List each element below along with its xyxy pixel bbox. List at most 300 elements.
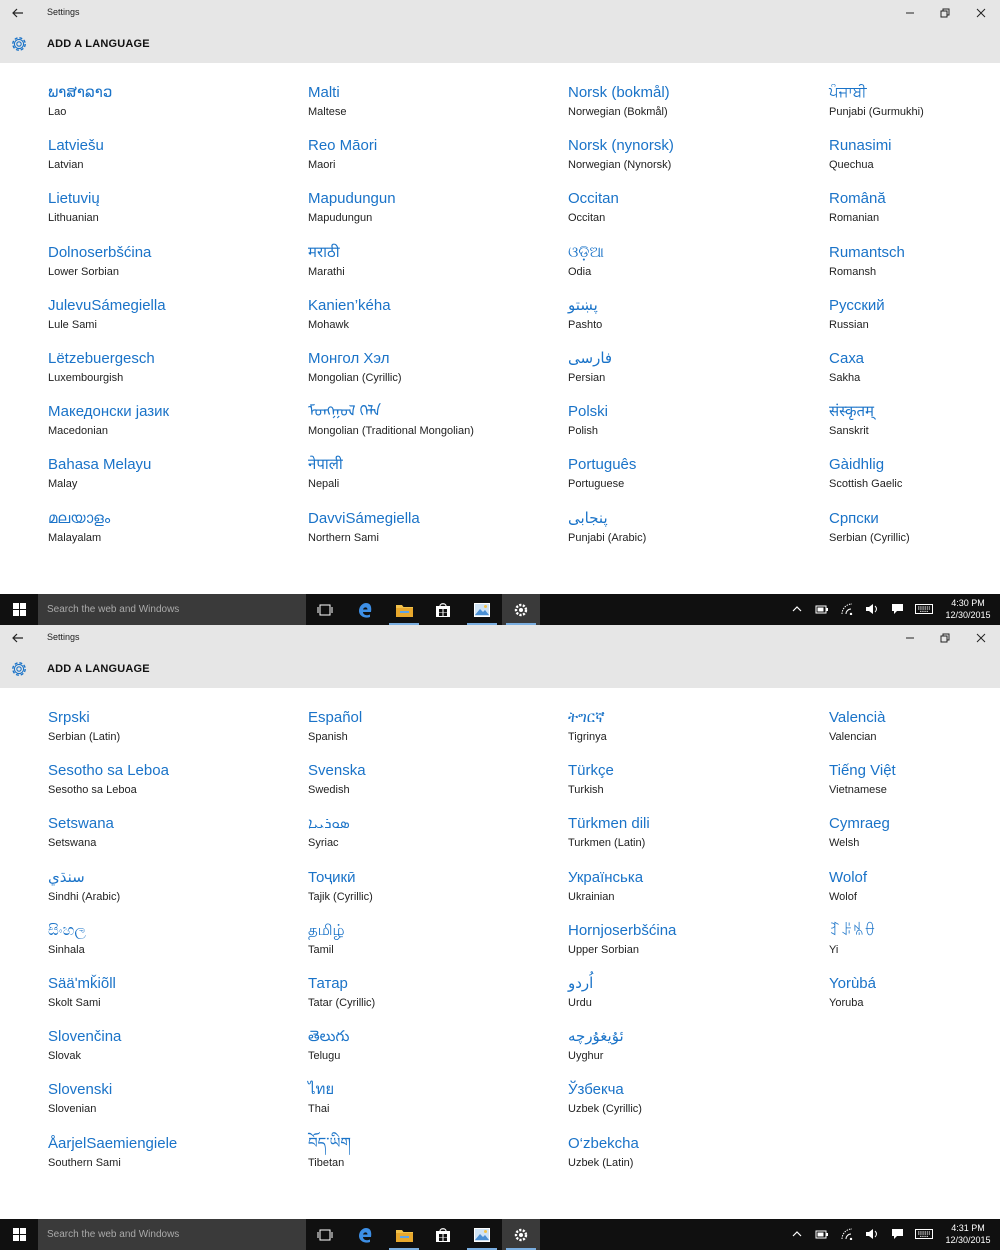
language-item[interactable]	[48, 868, 298, 918]
language-native-name: فارسى	[568, 350, 613, 367]
show-hidden-icons-button[interactable]	[788, 601, 806, 617]
language-item[interactable]	[829, 402, 1000, 452]
language-native-name: O‘zbekcha	[568, 1134, 639, 1152]
back-button[interactable]	[6, 627, 30, 649]
settings-icon	[514, 1228, 528, 1242]
language-native-name: Rumantsch	[829, 243, 905, 261]
taskbar-clock[interactable]	[938, 597, 998, 621]
language-grid	[0, 63, 1000, 593]
language-english-name: Tatar (Cyrillic)	[308, 997, 376, 1009]
language-item[interactable]	[568, 243, 818, 293]
page-header	[0, 652, 1000, 688]
power-button[interactable]	[813, 1226, 831, 1242]
start-button[interactable]	[0, 1219, 38, 1250]
language-english-name: Malayalam	[48, 531, 102, 544]
language-item[interactable]	[829, 189, 1000, 239]
language-english-name: Mongolian (Cyrillic)	[308, 372, 402, 384]
keyboard-icon	[915, 1229, 933, 1239]
wifi-icon	[840, 603, 854, 615]
language-item[interactable]	[829, 243, 1000, 293]
language-english-name: Skolt Sami	[48, 997, 101, 1009]
language-item[interactable]	[308, 708, 558, 758]
language-item[interactable]	[48, 1027, 298, 1077]
language-english-name: Lower Sorbian	[48, 265, 119, 278]
language-native-name: Slovenčina	[48, 1028, 122, 1046]
language-item[interactable]	[829, 868, 1000, 918]
language-english-name: Turkish	[568, 784, 604, 797]
language-item[interactable]	[308, 349, 558, 399]
language-english-name: Mongolian (Traditional Mongolian)	[308, 425, 474, 438]
language-english-name: Serbian (Latin)	[48, 731, 121, 743]
language-native-name: Српски	[829, 509, 879, 527]
store-button[interactable]	[424, 594, 462, 625]
language-english-name: Syriac	[308, 837, 339, 850]
language-native-name: Norsk (bokmål)	[568, 84, 670, 101]
language-native-name: Русский	[829, 296, 885, 314]
language-native-name: سنڌي	[48, 868, 85, 886]
windows-logo-icon	[13, 1228, 26, 1241]
language-native-name: Yorùbá	[829, 975, 876, 992]
language-english-name: Sanskrit	[829, 425, 869, 438]
language-english-name: Marathi	[308, 265, 345, 278]
language-item[interactable]	[48, 708, 298, 758]
language-native-name: Latviešu	[48, 137, 104, 155]
language-english-name: Nepali	[308, 478, 340, 491]
language-item[interactable]	[48, 1134, 298, 1184]
language-item[interactable]	[48, 761, 298, 811]
language-item[interactable]	[308, 974, 558, 1024]
language-native-name: ꆈꌠꁱꂷ	[829, 921, 876, 939]
language-english-name: Thai	[308, 1103, 330, 1116]
clock-date: 12/30/2015	[945, 610, 991, 620]
language-english-name: Tamil	[308, 943, 334, 956]
language-item[interactable]	[829, 296, 1000, 346]
language-item[interactable]	[568, 1027, 818, 1077]
close-button[interactable]	[965, 627, 997, 649]
language-item[interactable]	[48, 83, 298, 133]
search-box[interactable]	[38, 594, 306, 625]
language-english-name: Lithuanian	[48, 212, 99, 225]
language-english-name: Lao	[48, 106, 67, 118]
language-english-name: Uzbek (Latin)	[568, 1156, 634, 1169]
language-english-name: Sesotho sa Leboa	[48, 784, 137, 797]
restore-button[interactable]	[929, 2, 961, 24]
language-english-name: Pashto	[568, 318, 603, 331]
language-english-name: Sindhi (Arabic)	[48, 890, 121, 903]
language-item[interactable]	[308, 189, 558, 239]
language-english-name: Welsh	[829, 837, 860, 850]
language-native-name: བོད་ཡིག	[308, 1134, 351, 1152]
language-item[interactable]	[829, 509, 1000, 559]
language-native-name: Runasimi	[829, 137, 892, 155]
language-english-name: Punjabi (Gurmukhi)	[829, 106, 924, 118]
language-native-name: Gàidhlig	[829, 456, 885, 474]
language-item[interactable]	[568, 1134, 818, 1184]
touch-keyboard-button[interactable]	[913, 601, 935, 617]
language-english-name: Serbian (Cyrillic)	[829, 531, 910, 544]
language-item[interactable]	[829, 708, 1000, 758]
language-english-name: Vietnamese	[829, 784, 887, 797]
language-native-name: Occitan	[568, 190, 619, 208]
language-item[interactable]	[568, 1080, 818, 1130]
language-item[interactable]	[568, 814, 818, 864]
language-english-name: Slovak	[48, 1050, 82, 1063]
language-native-name: ÅarjelSaemiengiele	[48, 1134, 178, 1152]
language-item[interactable]	[829, 761, 1000, 811]
action-center-button[interactable]	[888, 601, 906, 617]
language-english-name: Slovenian	[48, 1103, 97, 1116]
language-native-name: Bahasa Melayu	[48, 456, 152, 474]
language-native-name: Тоҷикӣ	[308, 868, 356, 886]
language-english-name: Tibetan	[308, 1156, 345, 1169]
language-item[interactable]	[48, 921, 298, 971]
task-view-button[interactable]	[306, 1219, 344, 1250]
language-native-name: Reo Māori	[308, 137, 378, 155]
language-english-name: Yoruba	[829, 997, 864, 1009]
language-english-name: Northern Sami	[308, 531, 379, 544]
language-item[interactable]	[829, 974, 1000, 1024]
search-placeholder: Search the web and Windows	[47, 604, 180, 615]
language-item[interactable]	[829, 83, 1000, 133]
language-item[interactable]	[829, 349, 1000, 399]
keyboard-icon	[915, 604, 933, 614]
language-english-name: Sakha	[829, 372, 861, 384]
language-native-name: Türkmen dili	[568, 815, 650, 833]
volume-button[interactable]	[863, 1226, 881, 1242]
language-native-name: Монгол Хэл	[308, 350, 390, 367]
store-button[interactable]	[424, 1219, 462, 1250]
language-english-name: Norwegian (Bokmål)	[568, 106, 668, 118]
clock-time: 4:31 PM	[951, 1223, 985, 1233]
language-native-name: Srpski	[48, 709, 90, 726]
language-item[interactable]	[48, 349, 298, 399]
taskbar-clock[interactable]	[938, 1222, 998, 1246]
language-native-name: Mapudungun	[308, 190, 396, 208]
language-english-name: Valencian	[829, 731, 877, 743]
language-item[interactable]	[308, 402, 558, 452]
photos-icon	[474, 603, 490, 617]
power-button[interactable]	[813, 601, 831, 617]
title-bar[interactable]	[0, 625, 1000, 652]
language-english-name: Yi	[829, 943, 839, 956]
language-item[interactable]	[568, 455, 818, 505]
language-native-name: Татар	[308, 975, 348, 992]
language-native-name: Dolnoserbšćina	[48, 243, 152, 261]
language-native-name: ܣܘܪܝܝܐ	[308, 815, 350, 833]
language-native-name: Sääʹmǩiõll	[48, 975, 116, 992]
page-title: ADD A LANGUAGE	[47, 663, 150, 675]
language-english-name: Occitan	[568, 212, 606, 225]
language-english-name: Scottish Gaelic	[829, 478, 903, 491]
minimize-button[interactable]	[894, 627, 926, 649]
language-english-name: Spanish	[308, 731, 348, 743]
language-native-name: Türkçe	[568, 762, 614, 780]
language-native-name: Саха	[829, 350, 865, 367]
photos-button[interactable]	[463, 1219, 501, 1250]
page-header	[0, 27, 1000, 63]
back-arrow-icon	[12, 8, 24, 18]
action-center-icon	[891, 1228, 904, 1240]
window-title: Settings	[47, 7, 80, 17]
language-english-name: Punjabi (Arabic)	[568, 531, 647, 544]
action-center-button[interactable]	[888, 1226, 906, 1242]
language-native-name: ᠮᠣᠩᠭᠣᠯ ᠬᠡᠯᠡ	[308, 403, 381, 421]
language-native-name: Українська	[568, 868, 644, 886]
language-english-name: Swedish	[308, 784, 350, 797]
settings-taskbar-button[interactable]	[502, 1219, 540, 1250]
language-english-name: Tigrinya	[568, 731, 607, 743]
language-native-name: සිංහල	[48, 921, 86, 939]
store-icon	[435, 1227, 451, 1243]
language-item[interactable]	[308, 296, 558, 346]
window-title: Settings	[47, 632, 80, 642]
language-english-name: Persian	[568, 372, 606, 384]
clock-date: 12/30/2015	[945, 1235, 991, 1245]
gear-icon	[9, 34, 29, 54]
language-native-name: Tiếng Việt	[829, 762, 896, 780]
language-native-name: Sesotho sa Leboa	[48, 762, 169, 780]
photos-icon	[474, 1228, 490, 1242]
language-item[interactable]	[48, 1080, 298, 1130]
language-native-name: ଓଡ଼ିଆ	[568, 243, 604, 261]
language-english-name: Romanian	[829, 212, 880, 225]
start-button[interactable]	[0, 594, 38, 625]
language-item[interactable]	[308, 921, 558, 971]
language-item[interactable]	[568, 296, 818, 346]
language-english-name: Maltese	[308, 106, 347, 118]
volume-button[interactable]	[863, 601, 881, 617]
edge-button[interactable]	[346, 594, 384, 625]
language-native-name: DavviSámegiella	[308, 509, 420, 527]
language-item[interactable]	[308, 1027, 558, 1077]
language-english-name: Odia	[568, 265, 592, 278]
minimize-icon	[905, 8, 915, 18]
language-item[interactable]	[48, 296, 298, 346]
language-english-name: Macedonian	[48, 425, 108, 438]
network-button[interactable]	[838, 1226, 856, 1242]
close-button[interactable]	[965, 2, 997, 24]
language-english-name: Sinhala	[48, 943, 85, 956]
language-native-name: मराठी	[308, 243, 340, 261]
language-item[interactable]	[568, 868, 818, 918]
restore-icon	[940, 8, 950, 18]
power-icon	[815, 1229, 829, 1239]
volume-icon	[865, 1228, 879, 1240]
language-item[interactable]	[568, 509, 818, 559]
language-english-name: Telugu	[308, 1050, 341, 1063]
language-item[interactable]	[308, 761, 558, 811]
action-center-icon	[891, 603, 904, 615]
language-english-name: Luxembourgish	[48, 372, 124, 384]
language-english-name: Portuguese	[568, 478, 625, 491]
language-item[interactable]	[829, 814, 1000, 864]
file-explorer-icon	[396, 1228, 413, 1242]
settings-taskbar-button[interactable]	[502, 594, 540, 625]
clock-time: 4:30 PM	[951, 598, 985, 608]
language-native-name: संस्कृतम्	[829, 403, 875, 421]
taskbar	[0, 1219, 1000, 1250]
language-native-name: Norsk (nynorsk)	[568, 137, 674, 155]
language-english-name: Wolof	[829, 890, 857, 903]
language-item[interactable]	[48, 974, 298, 1024]
language-item[interactable]	[568, 974, 818, 1024]
language-english-name: Mapudungun	[308, 212, 373, 225]
edge-button[interactable]	[346, 1219, 384, 1250]
language-item[interactable]	[48, 136, 298, 186]
language-native-name: Ўзбекча	[568, 1081, 624, 1099]
file-explorer-icon	[396, 603, 413, 617]
language-native-name: Polski	[568, 403, 609, 421]
language-english-name: Latvian	[48, 159, 84, 172]
language-english-name: Ukrainian	[568, 890, 615, 903]
language-native-name: தமிழ்	[308, 921, 345, 939]
language-native-name: తెలుగు	[308, 1028, 350, 1046]
language-native-name: Română	[829, 190, 886, 208]
edge-icon	[357, 1227, 373, 1243]
language-english-name: Russian	[829, 318, 869, 331]
gear-icon	[9, 659, 29, 679]
restore-button[interactable]	[929, 627, 961, 649]
language-item[interactable]	[568, 136, 818, 186]
file-explorer-button[interactable]	[385, 1219, 423, 1250]
file-explorer-button[interactable]	[385, 594, 423, 625]
language-english-name: Upper Sorbian	[568, 943, 639, 956]
close-icon	[976, 8, 986, 18]
chevron-up-icon	[792, 605, 802, 613]
restore-icon	[940, 633, 950, 643]
language-item[interactable]	[308, 455, 558, 505]
photos-button[interactable]	[463, 594, 501, 625]
language-native-name: Malti	[308, 84, 340, 101]
language-item[interactable]	[308, 243, 558, 293]
language-native-name: JulevuSámegiella	[48, 296, 166, 314]
language-item[interactable]	[568, 83, 818, 133]
task-view-button[interactable]	[306, 594, 344, 625]
page-title: ADD A LANGUAGE	[47, 38, 150, 50]
title-bar[interactable]	[0, 0, 1000, 27]
language-item[interactable]	[308, 814, 558, 864]
language-item[interactable]	[829, 136, 1000, 186]
language-english-name: Polish	[568, 425, 598, 438]
language-grid	[0, 688, 1000, 1218]
language-native-name: ພາສາລາວ	[48, 84, 113, 101]
language-item[interactable]	[48, 402, 298, 452]
language-native-name: Valencià	[829, 709, 886, 726]
language-native-name: Slovenski	[48, 1081, 113, 1099]
volume-icon	[865, 603, 879, 615]
language-item[interactable]	[568, 761, 818, 811]
language-native-name: Македонски јазик	[48, 403, 170, 421]
language-native-name: Español	[308, 709, 363, 726]
language-english-name: Uyghur	[568, 1050, 604, 1063]
language-item[interactable]	[48, 814, 298, 864]
language-item[interactable]	[48, 455, 298, 505]
minimize-button[interactable]	[894, 2, 926, 24]
settings-screen	[0, 625, 1000, 1250]
language-native-name: اُردو	[568, 975, 594, 992]
language-native-name: Hornjoserbšćina	[568, 921, 677, 939]
edge-icon	[357, 602, 373, 618]
minimize-icon	[905, 633, 915, 643]
power-icon	[815, 604, 829, 614]
language-english-name: Turkmen (Latin)	[568, 837, 646, 850]
language-item[interactable]	[308, 509, 558, 559]
language-native-name: Lëtzebuergesch	[48, 350, 155, 367]
language-english-name: Malay	[48, 478, 78, 491]
language-native-name: Cymraeg	[829, 815, 890, 833]
language-english-name: Quechua	[829, 159, 874, 172]
language-english-name: Romansh	[829, 265, 877, 278]
language-english-name: Mohawk	[308, 318, 349, 331]
language-item[interactable]	[308, 868, 558, 918]
language-item[interactable]	[48, 509, 298, 559]
taskbar	[0, 594, 1000, 625]
close-icon	[976, 633, 986, 643]
language-item[interactable]	[308, 83, 558, 133]
language-native-name: Wolof	[829, 868, 868, 886]
touch-keyboard-button[interactable]	[913, 1226, 935, 1242]
language-item[interactable]	[308, 136, 558, 186]
language-native-name: ئۇيغۇرچە	[568, 1028, 624, 1046]
language-item[interactable]	[568, 189, 818, 239]
language-native-name: Português	[568, 456, 637, 474]
language-native-name: Setswana	[48, 815, 114, 833]
language-english-name: Maori	[308, 159, 336, 172]
language-english-name: Urdu	[568, 997, 592, 1009]
language-native-name: پښتو	[568, 296, 598, 314]
language-item[interactable]	[829, 921, 1000, 971]
settings-icon	[514, 603, 528, 617]
language-native-name: नेपाली	[308, 456, 343, 474]
language-item[interactable]	[568, 708, 818, 758]
language-item[interactable]	[308, 1134, 558, 1184]
language-english-name: Lule Sami	[48, 318, 97, 331]
wifi-icon	[840, 1228, 854, 1240]
language-item[interactable]	[568, 349, 818, 399]
chevron-up-icon	[792, 1230, 802, 1238]
language-native-name: Lietuvių	[48, 190, 100, 208]
back-arrow-icon	[12, 633, 24, 643]
language-english-name: Tajik (Cyrillic)	[308, 890, 373, 903]
task-view-icon	[317, 604, 333, 616]
search-placeholder: Search the web and Windows	[47, 1229, 180, 1240]
language-native-name: پنجابی	[568, 509, 608, 527]
language-item[interactable]	[48, 189, 298, 239]
language-native-name: Kanien’kéha	[308, 296, 391, 314]
language-item[interactable]	[48, 243, 298, 293]
language-native-name: ትግርኛ	[568, 709, 605, 726]
store-icon	[435, 602, 451, 618]
language-item[interactable]	[829, 455, 1000, 505]
language-native-name: മലയാളം	[48, 509, 111, 527]
language-native-name: ไทย	[308, 1081, 335, 1099]
language-native-name: Svenska	[308, 762, 366, 780]
show-hidden-icons-button[interactable]	[788, 1226, 806, 1242]
network-button[interactable]	[838, 601, 856, 617]
language-item[interactable]	[568, 921, 818, 971]
language-item[interactable]	[308, 1080, 558, 1130]
language-english-name: Southern Sami	[48, 1156, 121, 1169]
search-box[interactable]	[38, 1219, 306, 1250]
back-button[interactable]	[6, 2, 30, 24]
task-view-icon	[317, 1229, 333, 1241]
language-english-name: Uzbek (Cyrillic)	[568, 1103, 642, 1116]
language-english-name: Norwegian (Nynorsk)	[568, 159, 672, 172]
windows-logo-icon	[13, 603, 26, 616]
language-english-name: Setswana	[48, 837, 97, 850]
language-native-name: ਪੰਜਾਬੀ	[829, 84, 867, 101]
language-item[interactable]	[568, 402, 818, 452]
